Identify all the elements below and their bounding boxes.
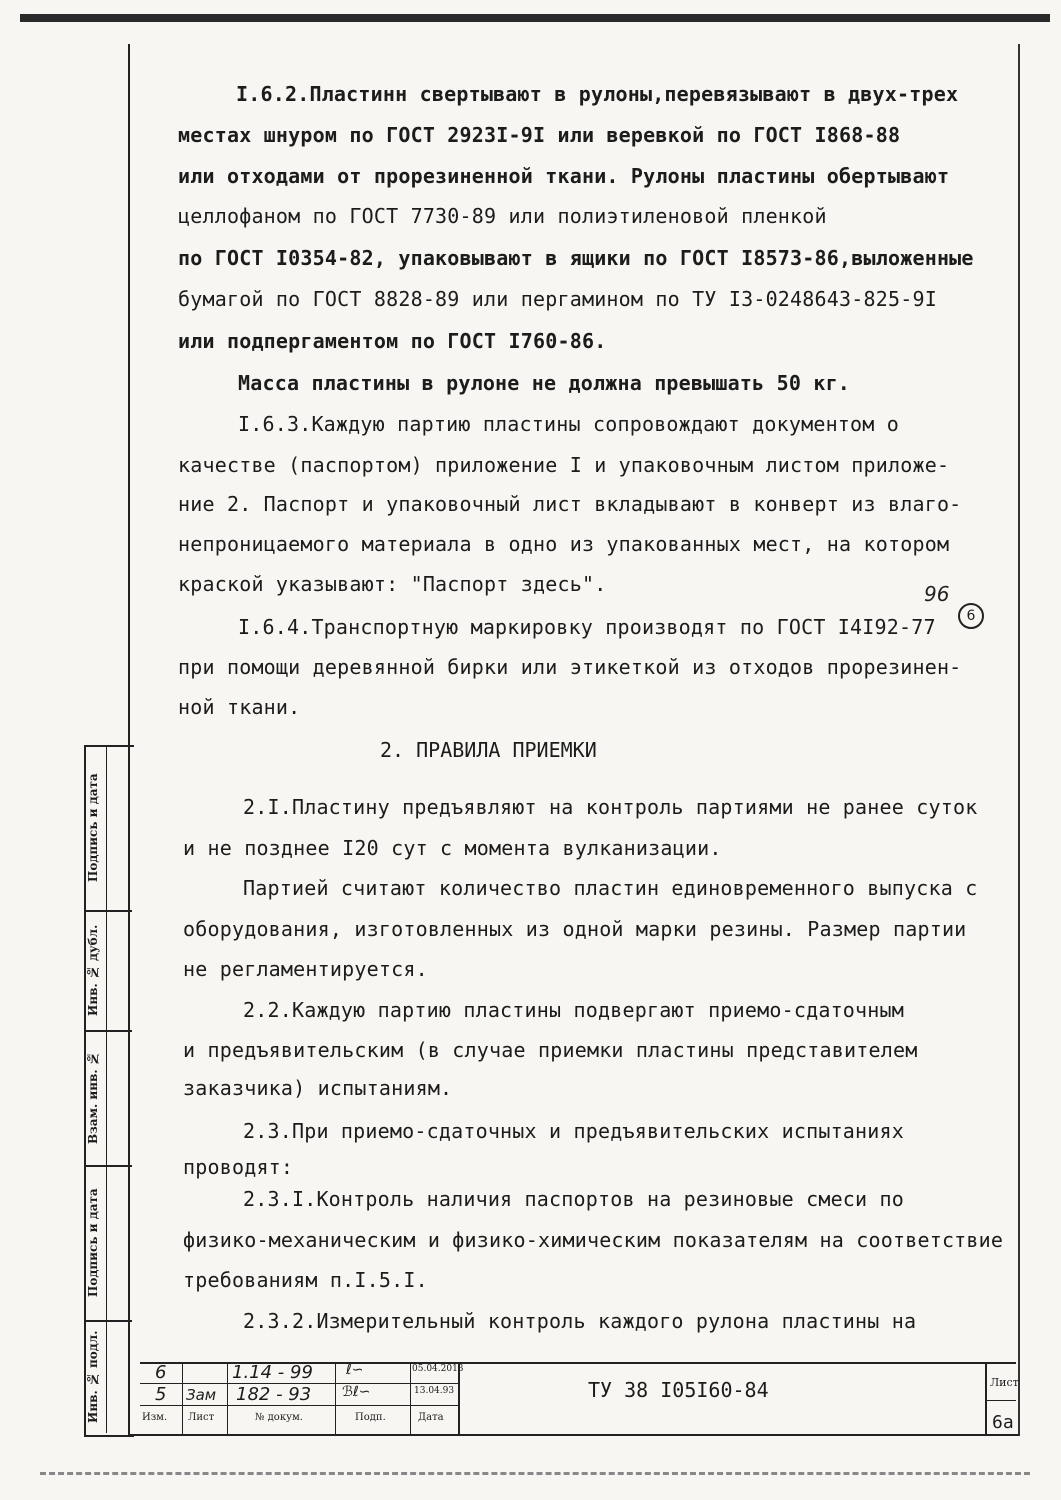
- text-line: ной ткани.: [178, 695, 301, 719]
- change-date: 05.04.2013: [412, 1364, 464, 1374]
- text-line: заказчика) испытаниям.: [183, 1076, 453, 1100]
- signature: ℬℓ∽: [342, 1384, 371, 1400]
- change-number: 5: [155, 1384, 167, 1405]
- side-stamp-rule: [84, 1320, 132, 1322]
- handwritten-note: 96: [924, 582, 950, 606]
- text-line: непроницаемого материала в одно из упакованных мест, на котором: [178, 532, 950, 556]
- section-heading: 2. ПРАВИЛА ПРИЕМКИ: [380, 738, 597, 762]
- side-stamp-rule: [84, 910, 132, 912]
- sheet-number: 6а: [992, 1412, 1014, 1433]
- text-line: физико-механическим и физико-химическим показателям на соответствие: [183, 1228, 1004, 1252]
- text-line: краской указывают: "Паспорт здесь".: [178, 572, 607, 596]
- top-rule: [20, 14, 1050, 22]
- header-doc: № докум.: [255, 1412, 303, 1423]
- text-line: и не позднее I20 сут с момента вулканизации.: [183, 836, 722, 860]
- bottom-edge: [40, 1472, 1030, 1475]
- side-stamp-label: Взам. инв. №: [86, 1051, 100, 1145]
- text-line: требованиям п.I.5.I.: [183, 1268, 428, 1292]
- side-stamp-label: Подпись и дата: [86, 773, 100, 882]
- text-line: и предъявительским (в случае приемки пластины представителем: [183, 1038, 918, 1062]
- text-line: качестве (паспортом) приложение I и упаковочным листом приложе-: [178, 453, 950, 477]
- text-line: 2.3.При приемо-сдаточных и предъявительских испытаниях: [243, 1119, 905, 1143]
- text-line: Партией считают количество пластин единовременного выпуска с: [243, 876, 978, 900]
- text-line: ние 2. Паспорт и упаковочный лист вкладывают в конверт из влаго-: [178, 492, 962, 516]
- header-change: Изм.: [142, 1412, 168, 1423]
- sheet-status: Зам: [186, 1386, 217, 1404]
- change-date: 13.04.93: [414, 1386, 455, 1396]
- text-line: целлофаном по ГОСТ 7730-89 или полиэтиленовой пленкой: [178, 204, 827, 228]
- text-line: местах шнуром по ГОСТ 2923I-9I или веревкой по ГОСТ I868-88: [178, 123, 901, 147]
- text-line: I.6.4.Транспортную маркировку производят по ГОСТ I4I92-77: [238, 615, 936, 639]
- circled-number: 6: [958, 603, 984, 629]
- text-line: по ГОСТ I0354-82, упаковывают в ящики по ГОСТ I8573-86,выложенные: [178, 246, 974, 270]
- text-line: не регламентируется.: [183, 957, 428, 981]
- text-line: бумагой по ГОСТ 8828-89 или пергамином по ТУ I3-0248643-825-9I: [178, 287, 937, 311]
- header-signature: Подп.: [355, 1412, 386, 1423]
- text-line: 2.I.Пластину предъявляют на контроль партиями не ранее суток: [243, 795, 978, 819]
- side-stamp-label: Инв. № подл.: [86, 1330, 100, 1423]
- text-line: Масса пластины в рулоне не должна превышать 50 кг.: [238, 371, 851, 395]
- doc-number: 1.14 - 99: [232, 1362, 313, 1383]
- side-stamp-label: Инв. № дубл.: [86, 924, 100, 1016]
- text-line: I.6.2.Пластинн свертывают в рулоны,перевязывают в двух-трех: [236, 82, 959, 106]
- header-date: Дата: [418, 1412, 444, 1423]
- change-number: 6: [155, 1362, 167, 1383]
- text-line: или отходами от прорезиненной ткани. Рулоны пластины обертывают: [178, 164, 950, 188]
- text-line: 2.3.2.Измерительный контроль каждого рулона пластины на: [243, 1309, 917, 1333]
- text-line: или подпергаментом по ГОСТ I760-86.: [178, 329, 607, 353]
- text-line: 2.3.I.Контроль наличия паспортов на резиновые смеси по: [243, 1187, 905, 1211]
- signature: ℓ∽: [346, 1362, 364, 1378]
- text-line: проводят:: [183, 1155, 294, 1179]
- sheet-label: Лист: [990, 1376, 1019, 1389]
- doc-number: 182 - 93: [236, 1384, 312, 1405]
- document-code: ТУ 38 I05I60-84: [588, 1378, 769, 1402]
- side-stamp-rule: [84, 1030, 132, 1032]
- side-stamp-label: Подпись и дата: [86, 1188, 100, 1298]
- text-line: оборудования, изготовленных из одной марки резины. Размер партии: [183, 917, 967, 941]
- text-line: при помощи деревянной бирки или этикеткой из отходов прорезинен-: [178, 655, 962, 679]
- header-sheet: Лист: [188, 1412, 215, 1423]
- text-line: 2.2.Каждую партию пластины подвергают приемо-сдаточным: [243, 998, 905, 1022]
- side-stamp-rule: [84, 1165, 132, 1167]
- text-line: I.6.3.Каждую партию пластины сопровождают документом о: [238, 412, 900, 436]
